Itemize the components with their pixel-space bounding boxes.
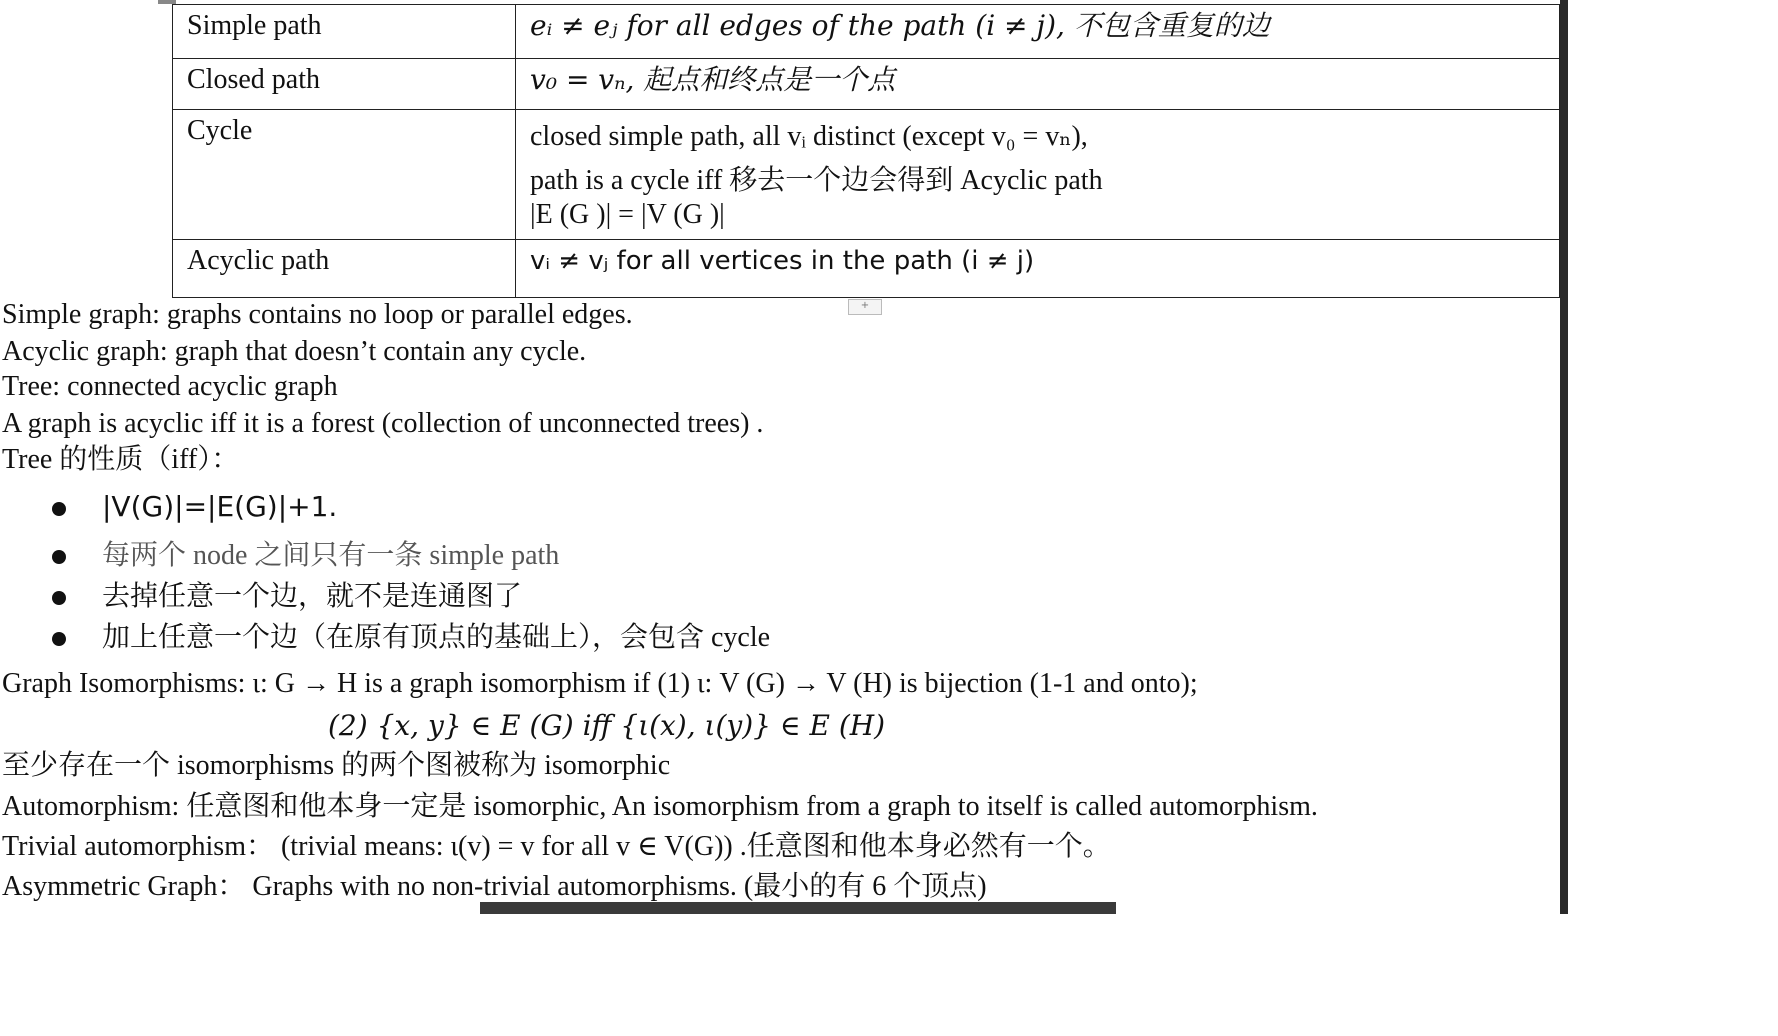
- table-row: [173, 58, 1560, 110]
- table-row: [173, 110, 1560, 240]
- table-row: [173, 240, 1560, 298]
- desc-line: vᵢ ≠ vⱼ for all vertices in the path (i ≠ j): [530, 246, 1035, 277]
- automorphism-line: Automorphism: 任意图和他本身一定是 isomorphic, An isomorphism from a graph to itself is called automorphism.: [2, 791, 1318, 822]
- desc-line: |E (G )| = |V (G )|: [530, 199, 725, 231]
- simple-graph-line: Simple graph: graphs contains no loop or parallel edges.: [2, 299, 633, 330]
- table-add-handle[interactable]: +: [848, 299, 882, 315]
- bullet-item: 去掉任意一个边，就不是连通图了: [102, 581, 523, 612]
- isomorphism-condition-line: (2) {x, y} ∈ E (G) iff {ι(x), ι(y)} ∈ E (H): [328, 709, 886, 742]
- bullet-item: 每两个 node 之间只有一条 simple path: [102, 540, 560, 571]
- desc-cell: [516, 5, 1560, 59]
- forest-line: A graph is acyclic iff it is a forest (collection of unconnected trees) .: [2, 408, 764, 439]
- desc-cell: [516, 58, 1560, 110]
- desc-line: eᵢ ≠ eⱼ for all edges of the path (i ≠ j), 不包含重复的边: [530, 9, 1270, 42]
- tree-props-heading: Tree 的性质（iff）：: [2, 444, 240, 475]
- right-window-edge: [1560, 0, 1568, 914]
- asymmetric-graph-line: Asymmetric Graph： Graphs with no non-trivial automorphisms. (最小的有 6 个顶点): [2, 871, 987, 902]
- term-cell: Cycle: [173, 110, 516, 240]
- bullet-dot: [52, 502, 66, 516]
- definitions-table-wrapper: [172, 4, 1560, 298]
- bullet-item: 加上任意一个边（在原有顶点的基础上），会包含 cycle: [102, 622, 771, 653]
- desc-cell: [516, 110, 1560, 240]
- term-cell: Closed path: [173, 58, 516, 110]
- bullet-dot: [52, 591, 66, 605]
- desc-line: closed simple path, all vᵢ distinct (except v₀ = vₙ),: [530, 121, 1088, 153]
- horizontal-scrollbar[interactable]: [480, 902, 1116, 914]
- isomorphic-def-line: 至少存在一个 isomorphisms 的两个图被称为 isomorphic: [2, 750, 671, 781]
- desc-line: v₀ = vₙ, 起点和终点是一个点: [530, 62, 896, 96]
- tree-line: Tree: connected acyclic graph: [2, 371, 338, 402]
- isomorphism-def-line: Graph Isomorphisms: ι: G → H is a graph isomorphism if (1) ι: V (G) → V (H) is bijection (1-1 and onto);: [2, 668, 1198, 699]
- term-cell: Simple path: [173, 5, 516, 59]
- acyclic-graph-line: Acyclic graph: graph that doesn’t contain any cycle.: [2, 336, 587, 367]
- term-cell: Acyclic path: [173, 240, 516, 298]
- definitions-table: [172, 4, 1560, 298]
- desc-cell: [516, 240, 1560, 298]
- trivial-automorphism-line: Trivial automorphism： (trivial means: ι(v) = v for all v ∈ V(G)) .任意图和他本身必然有一个。: [2, 831, 1111, 862]
- table-row: [173, 5, 1560, 59]
- desc-line: path is a cycle iff 移去一个边会得到 Acyclic path: [530, 165, 1103, 197]
- bullet-dot: [52, 550, 66, 564]
- bullet-item: |V(G)|=|E(G)|+1.: [102, 490, 338, 523]
- bullet-dot: [52, 632, 66, 646]
